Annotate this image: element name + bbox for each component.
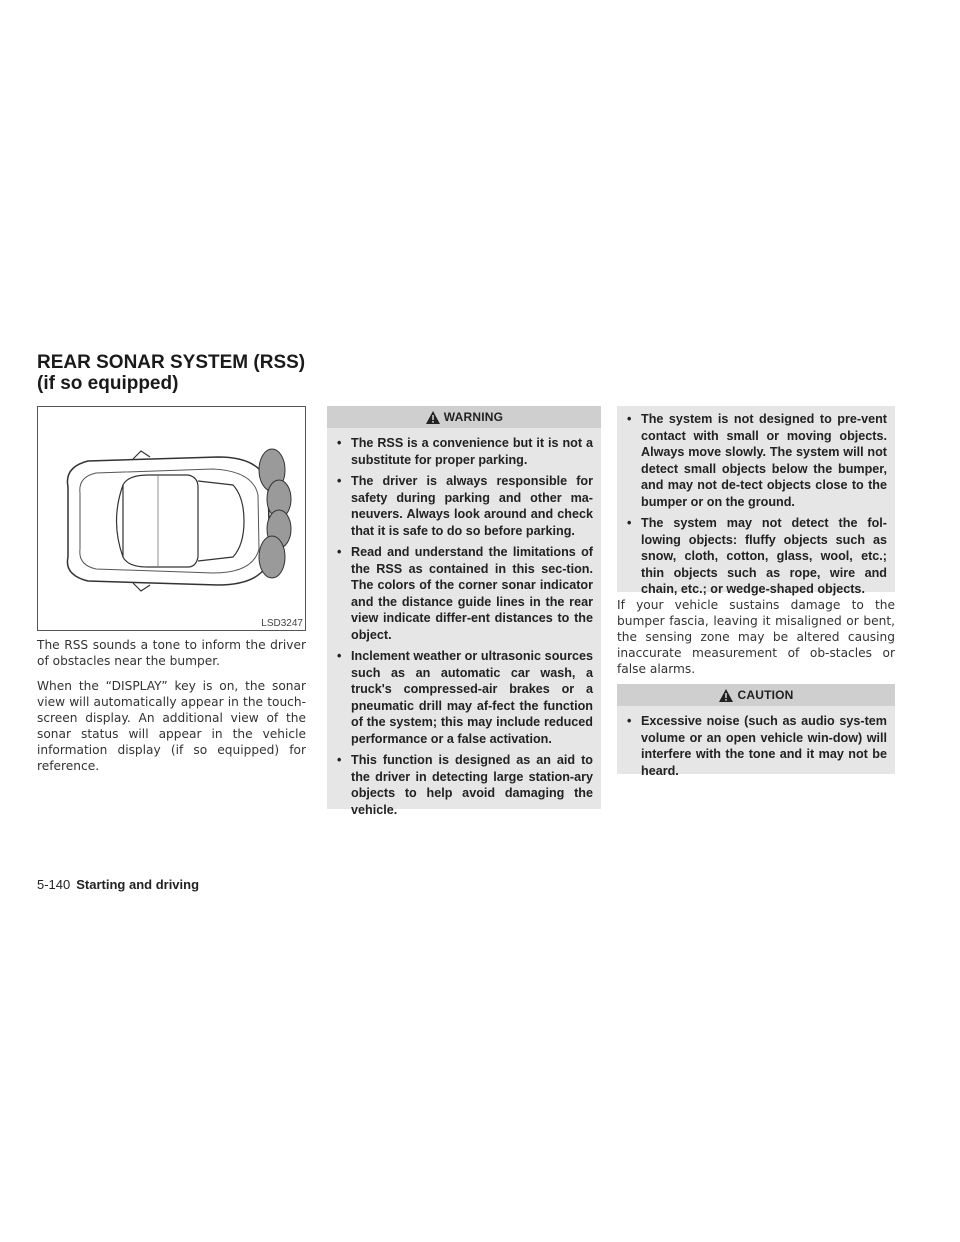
- warning-box-continued: [617, 406, 895, 596]
- intro-paragraph: The RSS sounds a tone to inform the driver of obstacles near the bumper.: [37, 638, 306, 668]
- warning-item: • The system may not detect the fol-lowing objects: fluffy objects such as snow, cloth, cotton, glass, wool, etc.; thin objects such as rope, wire and chain, etc.; or wedge-shaped objects.: [627, 515, 887, 598]
- warning-item: • The system is not designed to pre-vent contact with small or moving objects. Always move slowly. The system will not detect small objects below the bumper, and may not de-tect objects close to the bumper or on the ground.: [627, 411, 887, 510]
- warning-label: WARNING: [443, 410, 504, 424]
- page-number: 5-140: [37, 877, 71, 892]
- intro-text: [37, 637, 306, 783]
- caution-box: [617, 684, 895, 778]
- section-title: REAR SONAR SYSTEM (RSS) (if so equipped): [37, 352, 306, 394]
- damage-paragraph: If your vehicle sustains damage to the bumper fascia, leaving it misaligned or bent, the sensing zone may be altered causing inaccurate measurement of ob-stacles or false alarms.: [617, 598, 895, 676]
- caution-item: • Excessive noise (such as audio sys-tem volume or an open vehicle win-dow) will interfere with the tone and it may not be heard.: [627, 713, 887, 779]
- warning-item: • The RSS is a convenience but it is not a substitute for proper parking.: [337, 435, 593, 468]
- warning-list: [327, 428, 601, 829]
- caution-list: [617, 706, 895, 790]
- caution-label: CAUTION: [737, 688, 794, 702]
- page-footer: [37, 877, 199, 892]
- warning-item: • Inclement weather or ultrasonic sources such as an automatic car wash, a truck's compressed-air brakes or a pneumatic drill may af-fect the function of the system; this may include reduced performance or a false activation.: [337, 648, 593, 747]
- warning-item: • This function is designed as an aid to the driver in detecting large station-ary objects to help avoid damaging the vehicle.: [337, 752, 593, 818]
- car-top-view-icon: [38, 407, 305, 630]
- chapter-title: Starting and driving: [76, 877, 200, 892]
- warning-triangle-icon: [425, 410, 441, 425]
- figure-code: LSD3247: [261, 618, 303, 629]
- warning-header: [327, 406, 601, 428]
- caution-triangle-icon: [718, 688, 734, 703]
- warning-list-continued: [617, 406, 895, 609]
- warning-box: [327, 406, 601, 817]
- warning-item: • Read and understand the limitations of the RSS as contained in this sec-tion. The colors of the corner sonar indicator and the distance guide lines in the rear view indicate differ-ent distances to the object.: [337, 544, 593, 643]
- rss-figure: [37, 406, 306, 631]
- intro-paragraph: When the “DISPLAY” key is on, the sonar view will automatically appear in the touch-screen display. An additional view of the sonar status will appear in the vehicle information display (if so equipped) for reference.: [37, 679, 306, 773]
- warning-item: • The driver is always responsible for safety during parking and other ma-neuvers. Always look around and check that it is safe to do so before parking.: [337, 473, 593, 539]
- caution-header: [617, 684, 895, 706]
- damage-text: [617, 597, 895, 686]
